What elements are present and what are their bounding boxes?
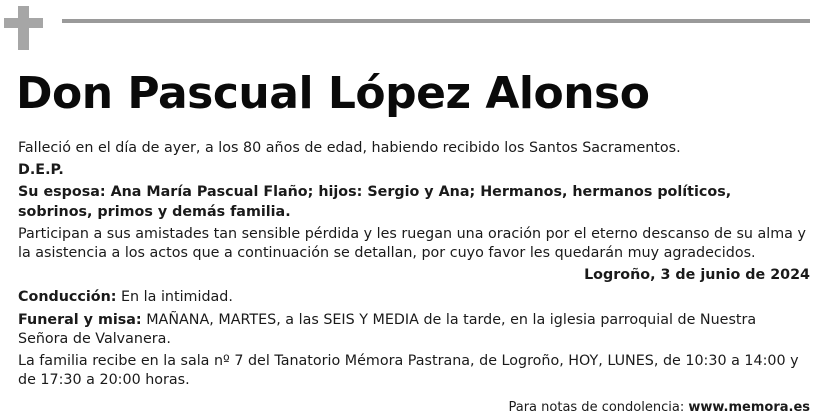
deceased-name: Don Pascual López Alonso (16, 68, 650, 119)
family-text: Su esposa: Ana María Pascual Flaño; hijos: Sergio y Ana; Hermanos, hermanos políticos, sobrinos, primos y demás familia. (18, 184, 732, 220)
condolence-footer (508, 399, 810, 417)
condolence-label: Para notas de condolencia: (508, 400, 685, 415)
funeral-text: MAÑANA, MARTES, a las SEIS Y MEDIA de la tarde, en la iglesia parroquial de Nuestra Señora de Valvanera. (18, 311, 757, 347)
top-divider (62, 19, 810, 23)
reception-text: La familia recibe en la sala nº 7 del Tanatorio Mémora Pastrana, de Logroño, HOY, LUNES, de 10:30 a 14:00 y de 17:30 a 20:00 horas. (18, 353, 799, 389)
funeral-line (18, 311, 810, 349)
dep-text: D.E.P. (18, 162, 64, 179)
notice-body (18, 139, 810, 393)
conduccion-label: Conducción: (18, 289, 117, 306)
place-date: Logroño, 3 de junio de 2024 (584, 267, 810, 284)
intro-text: Falleció en el día de ayer, a los 80 años de edad, habiendo recibido los Santos Sacramentos. (18, 140, 681, 156)
invitation-text: Participan a sus amistades tan sensible pérdida y les ruegan una oración por el eterno descanso de su alma y la asistencia a los actos que a continuación se detallan, por cuyo favor les quedarán muy agradecidos. (18, 225, 806, 262)
conduccion-line (18, 288, 810, 307)
cross-icon (0, 0, 60, 60)
condolence-link[interactable]: www.memora.es (688, 400, 810, 415)
funeral-label: Funeral y misa: (18, 311, 142, 328)
conduccion-text: En la intimidad. (116, 289, 233, 306)
